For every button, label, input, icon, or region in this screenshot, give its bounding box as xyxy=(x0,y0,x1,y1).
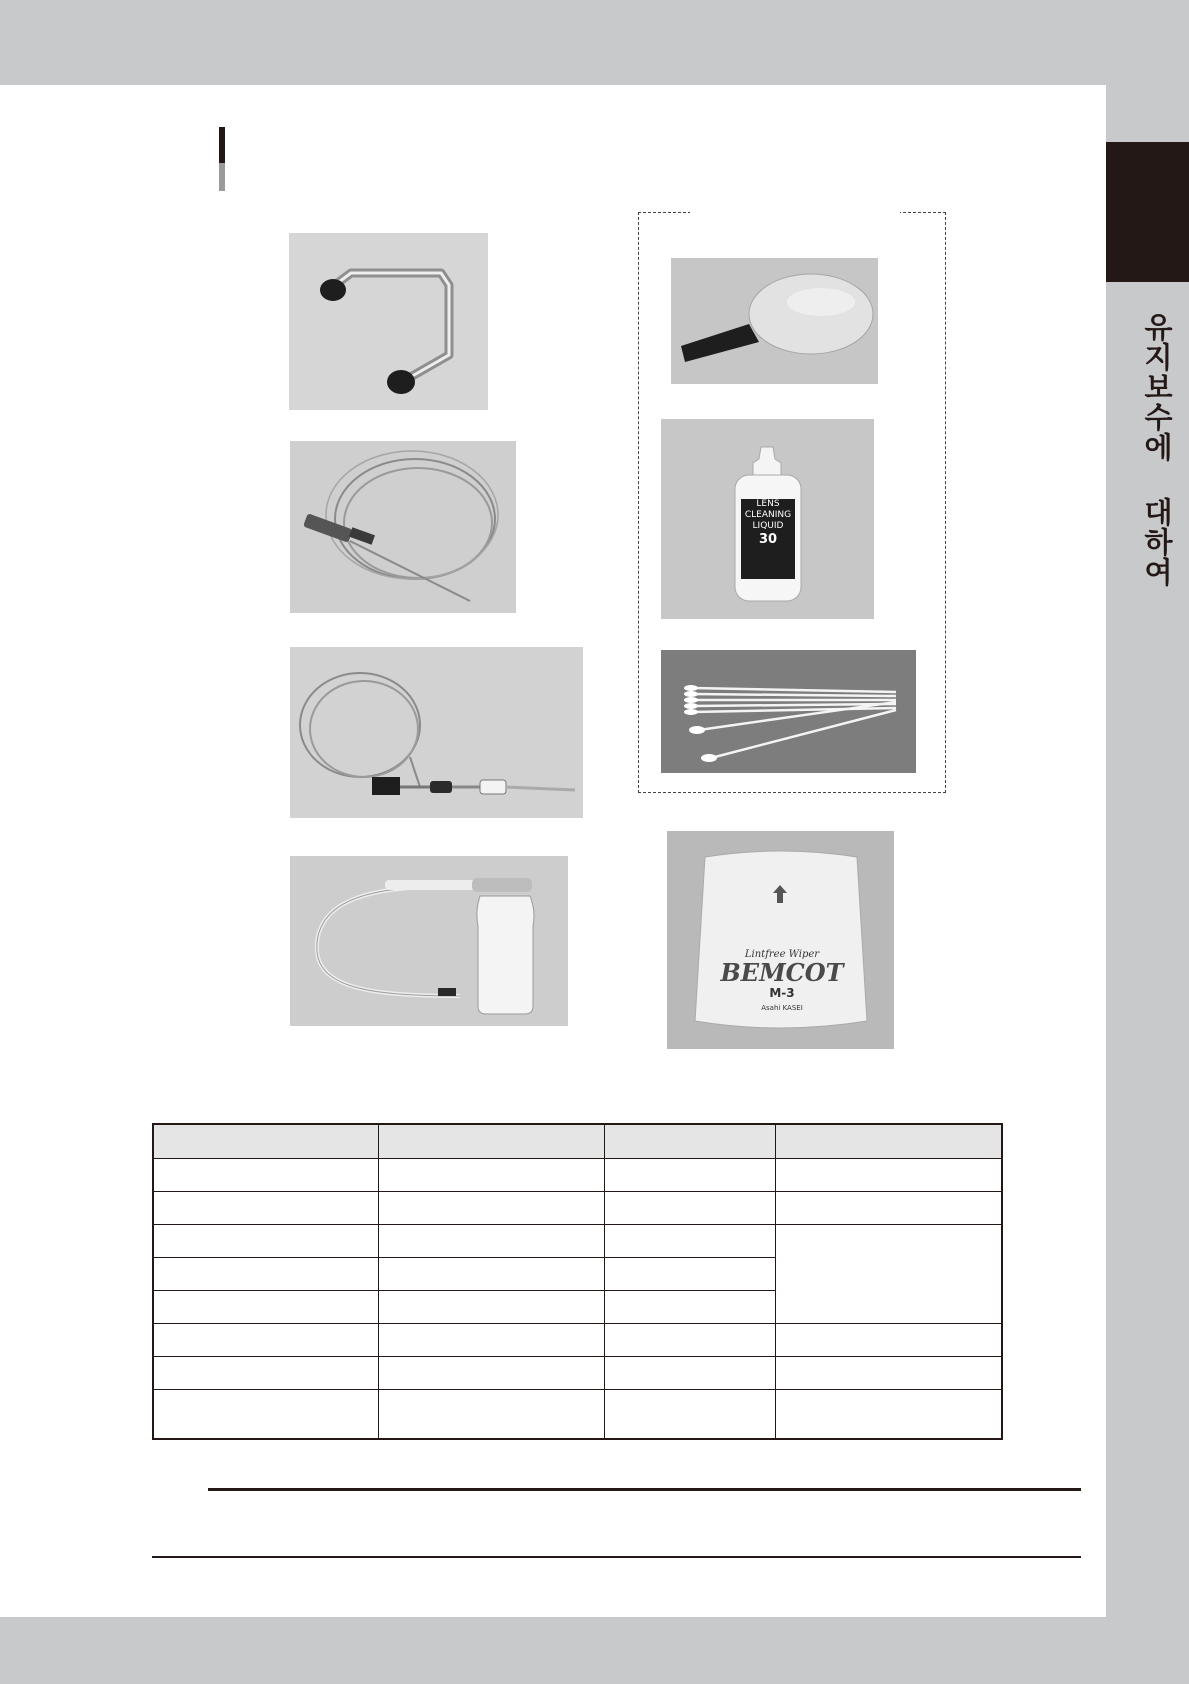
photo-cotton-swabs xyxy=(661,650,916,773)
liquid-label-line2: CLEANING xyxy=(744,510,792,520)
table-cell xyxy=(605,1357,776,1390)
table-cell xyxy=(605,1291,776,1324)
table-cell xyxy=(153,1390,378,1440)
table-cell xyxy=(776,1357,1002,1390)
group-box-title-gap xyxy=(690,208,900,217)
table-cell xyxy=(605,1159,776,1192)
table-cell xyxy=(605,1258,776,1291)
table-cell xyxy=(153,1159,378,1192)
photo-cable-coil xyxy=(290,441,516,613)
table-cell xyxy=(378,1291,604,1324)
table-cell xyxy=(378,1390,604,1440)
side-tab-title: 유지보수에 대하여 xyxy=(1140,312,1174,587)
table-merged-cell xyxy=(776,1225,1002,1324)
photo-u-bracket xyxy=(289,233,488,410)
table-cell xyxy=(153,1258,378,1291)
table-header-cell xyxy=(153,1124,378,1159)
table-cell xyxy=(776,1324,1002,1357)
photo-bottle-tube xyxy=(290,856,568,1026)
table-cell xyxy=(378,1324,604,1357)
footer-rule-thick xyxy=(208,1488,1081,1491)
wipes-model: M-3 xyxy=(769,986,795,1000)
table-row xyxy=(153,1390,1002,1440)
table-cell xyxy=(605,1225,776,1258)
table-cell xyxy=(605,1390,776,1440)
table-row xyxy=(153,1192,1002,1225)
wipes-brand: BEMCOT xyxy=(720,958,844,987)
table-cell xyxy=(776,1390,1002,1440)
table-header-cell xyxy=(378,1124,604,1159)
photo-lens-cleaning-liquid xyxy=(661,419,874,619)
table-cell xyxy=(605,1324,776,1357)
liquid-label-line3: LIQUID xyxy=(752,521,784,531)
table-cell xyxy=(605,1192,776,1225)
table-cell xyxy=(378,1357,604,1390)
parts-table xyxy=(152,1123,1003,1440)
table-cell xyxy=(378,1258,604,1291)
table-header-row xyxy=(153,1124,1002,1159)
table-cell xyxy=(776,1159,1002,1192)
table-cell xyxy=(153,1192,378,1225)
table-row xyxy=(153,1225,1002,1258)
table-header-cell xyxy=(605,1124,776,1159)
table-cell xyxy=(378,1159,604,1192)
table-cell xyxy=(153,1225,378,1258)
table-cell xyxy=(776,1192,1002,1225)
table-cell xyxy=(378,1225,604,1258)
table-row xyxy=(153,1357,1002,1390)
table-cell xyxy=(153,1324,378,1357)
table-row xyxy=(153,1159,1002,1192)
liquid-label-line1: LENS xyxy=(756,499,780,509)
table-cell xyxy=(378,1192,604,1225)
heading-marker-shade xyxy=(219,163,225,191)
wipes-brand-top: Lintfree Wiper xyxy=(744,949,820,960)
wipes-maker: Asahi KASEI xyxy=(761,1004,803,1012)
table-cell xyxy=(153,1291,378,1324)
photo-air-blower xyxy=(671,258,878,384)
table-header-cell xyxy=(776,1124,1002,1159)
table-cell xyxy=(153,1357,378,1390)
side-tab-marker xyxy=(1106,142,1189,282)
footer-rule-thin xyxy=(152,1556,1081,1558)
photo-bemcot-wipes xyxy=(667,831,894,1049)
liquid-label-volume: 30 xyxy=(758,532,778,547)
heading-marker xyxy=(219,127,225,163)
table-row xyxy=(153,1324,1002,1357)
photo-tube-fittings xyxy=(290,647,583,818)
